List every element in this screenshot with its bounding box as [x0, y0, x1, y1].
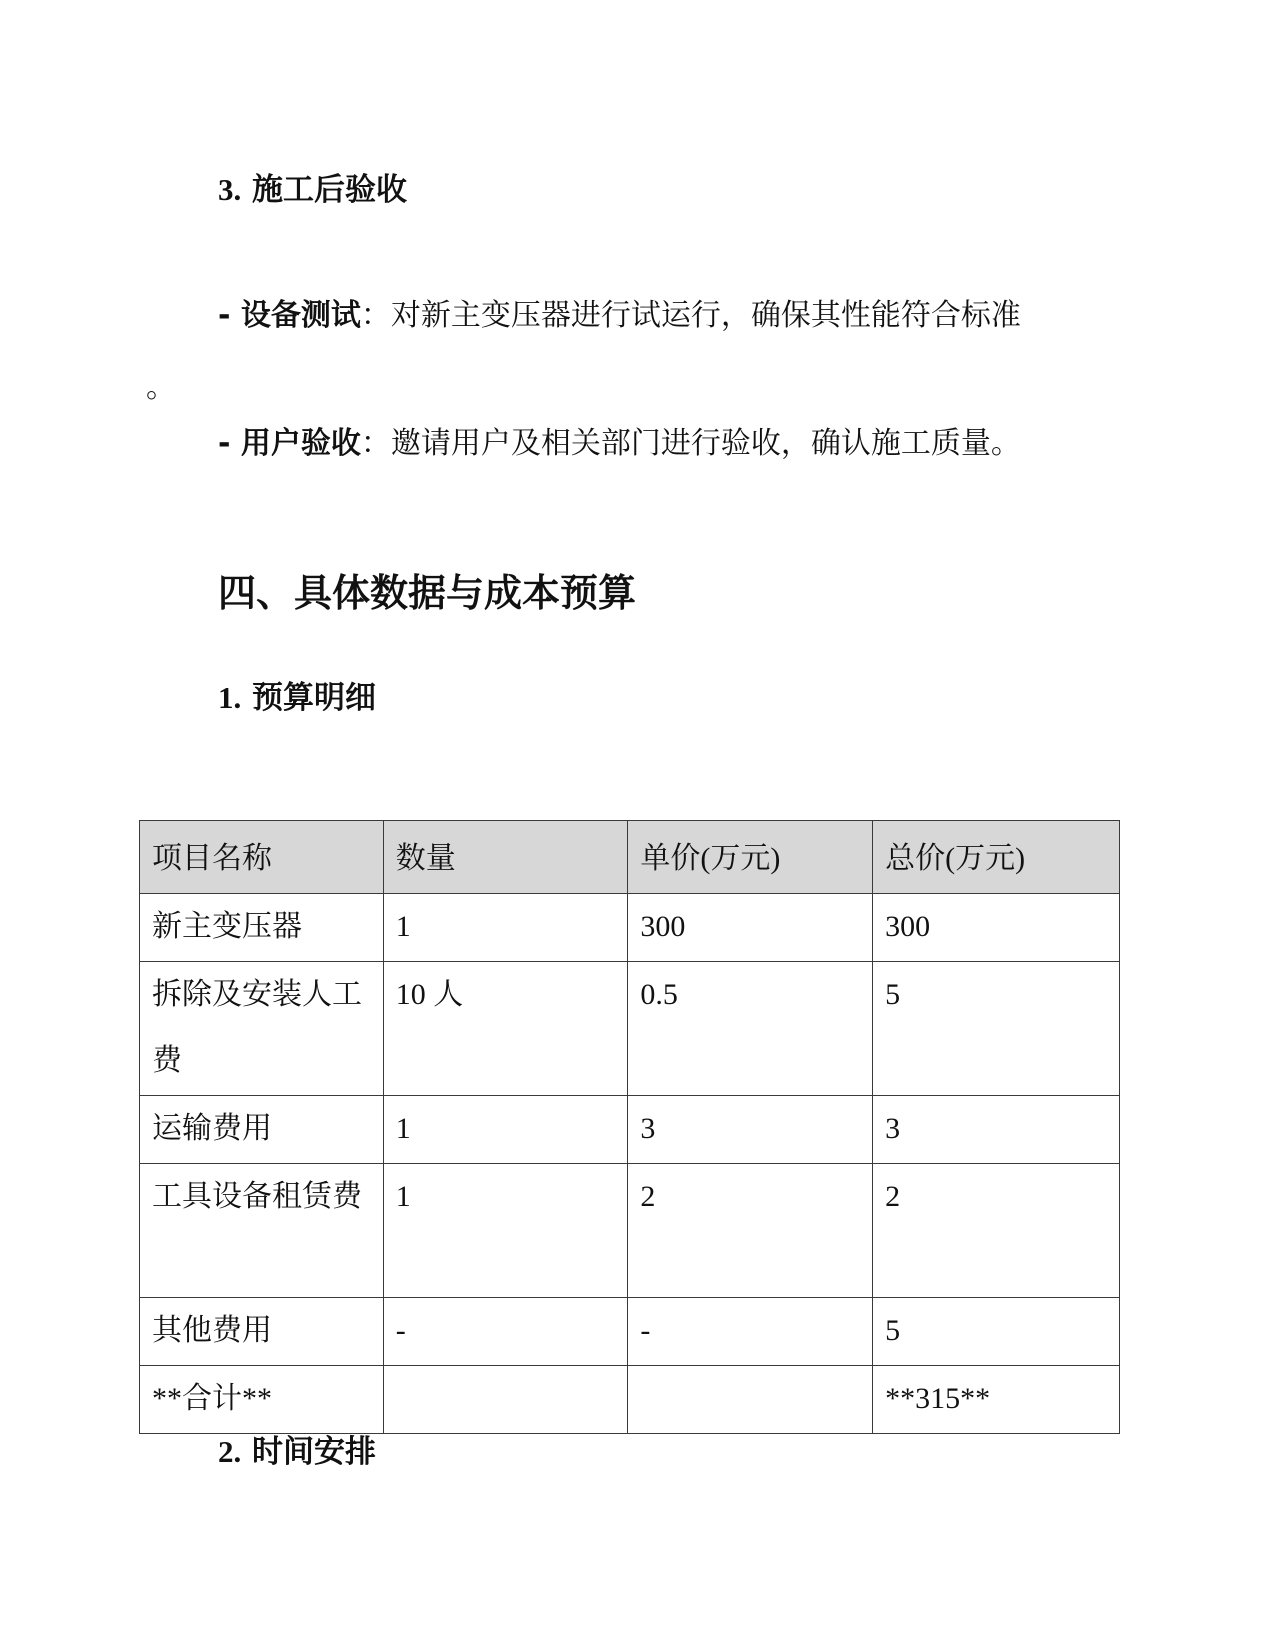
table-cell	[628, 1366, 873, 1434]
column-header: 项目名称	[140, 821, 384, 894]
section-heading-acceptance	[218, 164, 407, 209]
column-header: 数量	[383, 821, 628, 894]
chapter-title: 四、具体数据与成本预算	[218, 571, 637, 615]
table-total-row	[140, 1366, 1120, 1434]
equipment-test-paragraph	[218, 290, 1021, 334]
table-cell: **合计**	[140, 1366, 384, 1434]
table-cell	[383, 1366, 628, 1434]
table-cell: 2	[628, 1164, 873, 1298]
section-heading-budget	[218, 672, 376, 717]
user-acceptance-text: 邀请用户及相关部门进行验收，确认施工质量。	[390, 426, 1021, 461]
heading-text: 施工后验收	[252, 172, 408, 208]
table-cell: -	[628, 1298, 873, 1366]
wrapped-punctuation: 。	[146, 370, 176, 405]
equipment-test-label: - 设备测试	[218, 298, 361, 333]
table-cell: 新主变压器	[140, 894, 384, 962]
table-cell: 3	[873, 1096, 1120, 1164]
section-heading-schedule	[218, 1426, 376, 1471]
label-colon: ：	[360, 426, 391, 461]
table-cell: 1	[383, 1096, 628, 1164]
table-cell: 300	[873, 894, 1120, 962]
table-cell: 2	[873, 1164, 1120, 1298]
table-row	[140, 1096, 1120, 1164]
table-cell: **315**	[873, 1366, 1120, 1434]
table-cell: 5	[873, 962, 1120, 1096]
heading-number: 3.	[218, 172, 242, 207]
table-cell: 0.5	[628, 962, 873, 1096]
user-acceptance-paragraph	[218, 418, 1021, 462]
table-cell: 10 人	[383, 962, 628, 1096]
table-cell: 其他费用	[140, 1298, 384, 1366]
table-cell: 1	[383, 894, 628, 962]
column-header: 单价(万元)	[628, 821, 873, 894]
table-header-row	[140, 821, 1120, 894]
heading-text: 时间安排	[252, 1434, 377, 1470]
table-cell: -	[383, 1298, 628, 1366]
table-row	[140, 1164, 1120, 1298]
heading-text: 预算明细	[252, 680, 377, 716]
user-acceptance-label: - 用户验收	[218, 426, 361, 461]
heading-number: 1.	[218, 680, 242, 715]
table-cell: 运输费用	[140, 1096, 384, 1164]
column-header: 总价(万元)	[873, 821, 1120, 894]
table-cell: 工具设备租赁费	[140, 1164, 384, 1298]
table-cell: 5	[873, 1298, 1120, 1366]
table-cell: 1	[383, 1164, 628, 1298]
table-row	[140, 1298, 1120, 1366]
table-row	[140, 894, 1120, 962]
table-row	[140, 962, 1120, 1096]
table-cell: 拆除及安装人工费	[140, 962, 384, 1096]
equipment-test-text: 对新主变压器进行试运行，确保其性能符合标准	[390, 298, 1021, 333]
label-colon: ：	[360, 298, 391, 333]
budget-table	[139, 820, 1120, 1434]
table-cell: 3	[628, 1096, 873, 1164]
heading-number: 2.	[218, 1434, 242, 1469]
table-cell: 300	[628, 894, 873, 962]
